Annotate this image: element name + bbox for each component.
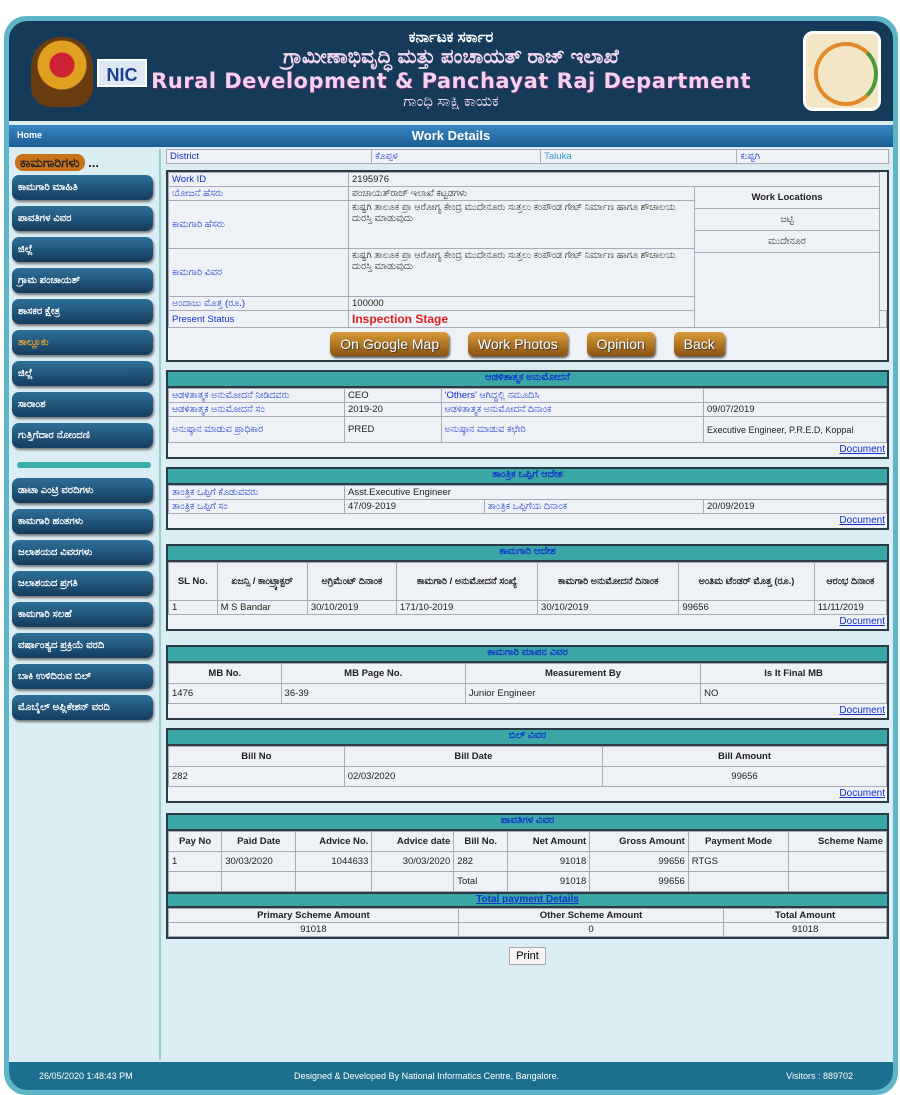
column-header: Primary Scheme Amount — [169, 909, 459, 923]
table-row — [169, 684, 887, 704]
work-photos-button[interactable]: Work Photos — [468, 332, 568, 356]
field-value: 20/09/2019 — [704, 500, 887, 514]
column-header: Gross Amount — [590, 832, 689, 852]
document-link[interactable]: Document — [839, 616, 885, 627]
field-value: Executive Engineer, P.R.E.D, Koppal — [704, 417, 887, 443]
cell: RTGS — [688, 852, 788, 872]
cell: 02/03/2020 — [344, 767, 602, 787]
cell: 30/03/2020 — [372, 852, 454, 872]
column-header: Pay No — [169, 832, 222, 852]
column-header: Scheme Name — [789, 832, 887, 852]
page-title: Work Details — [411, 128, 491, 143]
work-id: 2195976 — [349, 173, 880, 187]
sidebar-item[interactable]: ಶಾಸಕರ ಕ್ಷೇತ್ರ — [12, 299, 153, 324]
cell: M S Bandar — [217, 601, 307, 615]
sidebar-item[interactable]: ಜಲಾಶಯದ ಪ್ರಗತಿ — [12, 571, 153, 596]
field-value: PRED — [345, 417, 442, 443]
table-row — [169, 852, 887, 872]
page-frame — [4, 16, 898, 1095]
section-title: ಬಿಲ್ ವಿವರ — [168, 730, 887, 746]
cell: 282 — [454, 852, 508, 872]
column-header: ಅಗ್ರಿಮೆಂಟ್ ದಿನಾಂಕ — [307, 563, 396, 601]
cell: 91018 — [508, 852, 590, 872]
sidebar-item-active[interactable]: ತಾಲ್ಲೂಕು — [12, 330, 153, 355]
footer-datetime: 26/05/2020 1:48:43 PM — [39, 1071, 133, 1081]
technical-sanction-section — [166, 467, 889, 530]
cell: 30/03/2020 — [222, 852, 296, 872]
sidebar-item[interactable]: ಬಾಕಿ ಉಳಿದಿರುವ ಬಿಲ್ — [12, 664, 153, 689]
column-header: Advice date — [372, 832, 454, 852]
location-table — [166, 149, 889, 164]
visitor-count: Visitors : 889702 — [786, 1071, 853, 1081]
sidebar-item[interactable]: ಕಾಮಗಾರಿ ಮಾಹಿತಿ — [12, 175, 153, 200]
sidebar-item[interactable]: ವರ್ಷಾಂತ್ಯದ ಪ್ರಕ್ರಿಯೆ ವರದಿ — [12, 633, 153, 658]
cell: 0 — [458, 923, 723, 937]
status-value: Inspection Stage — [349, 311, 695, 328]
field-value: Asst.Executive Engineer — [345, 486, 887, 500]
cell: 282 — [169, 767, 345, 787]
column-header: Paid Date — [222, 832, 296, 852]
google-map-button[interactable]: On Google Map — [330, 332, 449, 356]
footer — [9, 1062, 893, 1090]
cell: 99656 — [590, 852, 689, 872]
nav-bar — [9, 125, 893, 147]
column-header: ಕಾಮಗಾರಿ / ಅನುಮೋದನೆ ಸಂಖ್ಯೆ — [396, 563, 537, 601]
sidebar-item[interactable]: ಡಾಟಾ ಎಂಟ್ರಿ ವರದಿಗಳು — [12, 478, 153, 503]
field-label: ಆಡಳಿತಾತ್ಮಕ ಅನುಮೋದನೆ ಸಂ — [169, 403, 345, 417]
dept-title-english: Rural Development & Panchayat Raj Department — [151, 69, 751, 93]
admin-approval-section — [166, 370, 889, 459]
sidebar-item[interactable]: ಜಿಲ್ಲೆ — [12, 361, 153, 386]
section-title: ಆಡಳಿತಾತ್ಮಕ ಅನುಮೋದನೆ — [168, 372, 887, 388]
field-value: 47/09-2019 — [345, 500, 485, 514]
back-button[interactable]: Back — [674, 332, 725, 356]
sidebar-item[interactable]: ಜಲಾಶಯದ ವಿವರಗಳು — [12, 540, 153, 565]
district-value: ಕೊಪ್ಪಳ — [372, 150, 541, 164]
work-id-label: Work ID — [169, 173, 349, 187]
column-header: Payment Mode — [688, 832, 788, 852]
cell: Junior Engineer — [465, 684, 700, 704]
column-header: Bill No. — [454, 832, 508, 852]
taluka-label: Taluka — [541, 150, 737, 164]
document-link[interactable]: Document — [839, 788, 885, 799]
section-title: ತಾಂತ್ರಿಕ ಒಪ್ಪಿಗೆ ಆದೇಶ — [168, 469, 887, 485]
field-value: 2019-20 — [345, 403, 442, 417]
column-header: MB Page No. — [281, 664, 465, 684]
gandhi-logo — [803, 31, 881, 111]
column-header: Measurement By — [465, 664, 700, 684]
field-label: 'Others' ಆಗಿದ್ದಲ್ಲಿ ನಮೂದಿಸಿ — [441, 389, 703, 403]
cell: 30/10/2019 — [538, 601, 679, 615]
bill-section — [166, 728, 889, 803]
work-order-section — [166, 544, 889, 631]
work-name-label: ಕಾಮಗಾರಿ ಹೆಸರು — [169, 201, 349, 249]
column-header: MB No. — [169, 664, 282, 684]
district-label: District — [167, 150, 372, 164]
field-label: ಆಡಳಿತಾತ್ಮಕ ಅನುಮೋದನೆ ದಿನಾಂಕ — [441, 403, 703, 417]
karnataka-emblem-logo — [31, 37, 93, 107]
cell: 1476 — [169, 684, 282, 704]
govt-title: ಕರ್ನಾಟಕ ಸರ್ಕಾರ — [408, 29, 494, 46]
field-label: ತಾಂತ್ರಿಕ ಒಪ್ಪಿಗೆಯ ದಿನಾಂಕ — [484, 500, 703, 514]
column-header: Total Amount — [724, 909, 887, 923]
column-header: Other Scheme Amount — [458, 909, 723, 923]
taluka-value: ಕುಷ್ಟಗಿ — [737, 150, 889, 164]
sidebar-item[interactable]: ಗುತ್ತಿಗೆದಾರ ನೋಂದಣಿ — [12, 423, 153, 448]
table-row — [169, 601, 887, 615]
payments-section — [166, 813, 889, 939]
header — [9, 21, 893, 121]
cell: 11/11/2019 — [814, 601, 886, 615]
field-value: CEO — [345, 389, 442, 403]
cell: 30/10/2019 — [307, 601, 396, 615]
cell: 91018 — [508, 872, 590, 892]
footer-credit: Designed & Developed By National Informatics Centre, Bangalore. — [294, 1071, 560, 1081]
document-link[interactable]: Document — [839, 444, 885, 455]
sidebar-heading: ಕಾಮಗಾರಿಗಳು ... — [15, 155, 159, 171]
nic-logo: NIC — [97, 59, 147, 87]
table-row — [169, 923, 887, 937]
document-link[interactable]: Document — [839, 515, 885, 526]
field-value — [704, 389, 887, 403]
section-title: ಕಾಮಗಾರಿ ಮಾಪನ ವಿವರ — [168, 647, 887, 663]
column-header: ಅಂತಿಮ ಟೆಂಡರ್ ಮೊತ್ತ (ರೂ.) — [679, 563, 814, 601]
dept-title-kannada: ಗ್ರಾಮೀಣಾಭಿವೃದ್ಧಿ ಮತ್ತು ಪಂಚಾಯತ್ ರಾಜ್ ಇಲಾಖೆ — [283, 46, 619, 68]
cell: 36-39 — [281, 684, 465, 704]
work-detail-label: ಕಾಮಗಾರಿ ವಿವರ — [169, 249, 349, 297]
cell: 99656 — [590, 872, 689, 892]
total-payment-details-title: Total payment Details — [168, 892, 887, 908]
program-title: ಗಾಂಧಿ ಸಾಕ್ಷಿ ಕಾಯಕ — [403, 93, 499, 110]
field-label: ಅನುಷ್ಠಾನ ಮಾಡುವ ಕಛೇರಿ — [441, 417, 703, 443]
status-label: Present Status — [169, 311, 349, 328]
column-header: Bill Date — [344, 747, 602, 767]
section-title: ಪಾವತಿಗಳ ವಿವರ — [168, 815, 887, 831]
field-label: ತಾಂತ್ರಿಕ ಒಪ್ಪಿಗೆ ಕೊಡುವವರು — [169, 486, 345, 500]
field-label: ಅನುಷ್ಠಾನ ಮಾಡುವ ಪ್ರಾಧಿಕಾರ — [169, 417, 345, 443]
estimate-value: 100000 — [349, 297, 695, 311]
cell: 171/10-2019 — [396, 601, 537, 615]
column-header: Bill Amount — [603, 747, 887, 767]
work-info — [166, 170, 889, 362]
measurement-section — [166, 645, 889, 720]
sidebar-item[interactable]: ಗ್ರಾಮ ಪಂಚಾಯತ್ — [12, 268, 153, 293]
sidebar-item[interactable]: ಪಾವತಿಗಳ ವಿವರ — [12, 206, 153, 231]
cell: 99656 — [603, 767, 887, 787]
work-detail: ಕುಷ್ಟಗಿ ತಾಲೂಕ ಪ್ರಾ ಆರೋಗ್ಯ ಕೇಂದ್ರ ಮುದೇನೂರು ಸುತ್ತಲು ಕಂಪೌಂಡ ಗೇಟ್ ನಿರ್ಮಾಣ ಹಾಗೂ ಶೌಚಾಲಯ ದುರಸ್ತಿ ಮಾಡುವುದು — [349, 249, 695, 297]
table-row — [169, 767, 887, 787]
scheme-label: ಯೋಜನೆ ಹೆಸರು — [169, 187, 349, 201]
scheme-value: ಪಂಚಾಯತ್‌ರಾಜ್ ಇಲಾಖೆ ಕಟ್ಟಡಗಳು — [349, 187, 695, 201]
work-name: ಕುಷ್ಟಗಿ ತಾಲೂಕ ಪ್ರಾ ಆರೋಗ್ಯ ಕೇಂದ್ರ ಮುದೇನೂರು ಸುತ್ತಲು ಕಂಪೌಂಡ ಗೇಟ್ ನಿರ್ಮಾಣ ಹಾಗೂ ಶೌಚಾಲಯ ದುರಸ್ತಿ ಮಾಡುವುದು — [349, 201, 695, 249]
cell — [789, 852, 887, 872]
home-link[interactable]: Home — [17, 130, 43, 140]
opinion-button[interactable]: Opinion — [587, 332, 655, 356]
cell: 1 — [169, 852, 222, 872]
column-header: Advice No. — [296, 832, 372, 852]
column-header: SL No. — [169, 563, 218, 601]
sidebar-item[interactable]: ಕಾಮಗಾರಿ ಹಂತಗಳು — [12, 509, 153, 534]
cell: 91018 — [724, 923, 887, 937]
sidebar-item[interactable]: ಮೊಬೈಲ್ ಅಪ್ಲಿಕೇಶನ್ ವರದಿ — [12, 695, 153, 720]
column-header: ಕಾಮಗಾರಿ ಅನುಮೋದನೆ ದಿನಾಂಕ — [538, 563, 679, 601]
work-location: ಮುದೇನೂರ — [695, 231, 879, 253]
column-header: Is It Final MB — [701, 664, 887, 684]
sidebar-item[interactable]: ಜಿಲ್ಲೆ — [12, 237, 153, 262]
section-title: ಕಾಮಗಾರಿ ಆದೇಶ — [168, 546, 887, 562]
cell: Total — [454, 872, 508, 892]
column-header: ಏಜನ್ಸಿ / ಕಾಂಟ್ರ್ಯಾಕ್ಟರ್ — [217, 563, 307, 601]
print-button[interactable]: Print — [509, 947, 546, 965]
sidebar-divider — [17, 462, 151, 468]
cell: 1 — [169, 601, 218, 615]
total-row — [169, 872, 887, 892]
estimate-label: ಅಂದಾಜು ಮೊತ್ತ (ರೂ.) — [169, 297, 349, 311]
content — [166, 149, 889, 1060]
cell: 99656 — [679, 601, 814, 615]
column-header: Bill No — [169, 747, 345, 767]
field-label: ಆಡಳಿತಾತ್ಮಕ ಅನುಮೋದನೆ ನೀಡಿದವರು — [169, 389, 345, 403]
sidebar — [9, 149, 161, 1060]
cell: NO — [701, 684, 887, 704]
work-locations-heading: Work Locations — [695, 187, 879, 209]
sidebar-item[interactable]: ಕಾಮಗಾರಿ ಸಲಹೆ — [12, 602, 153, 627]
field-value: 09/07/2019 — [704, 403, 887, 417]
work-location: ಜಟ್ಟಿ — [695, 209, 879, 231]
cell: 1044633 — [296, 852, 372, 872]
field-label: ತಾಂತ್ರಿಕ ಒಪ್ಪಿಗೆ ಸಂ — [169, 500, 345, 514]
column-header: Net Amount — [508, 832, 590, 852]
sidebar-item[interactable]: ಸಾರಾಂಶ — [12, 392, 153, 417]
column-header: ಆರಂಭ ದಿನಾಂಕ — [814, 563, 886, 601]
cell: 91018 — [169, 923, 459, 937]
document-link[interactable]: Document — [839, 705, 885, 716]
